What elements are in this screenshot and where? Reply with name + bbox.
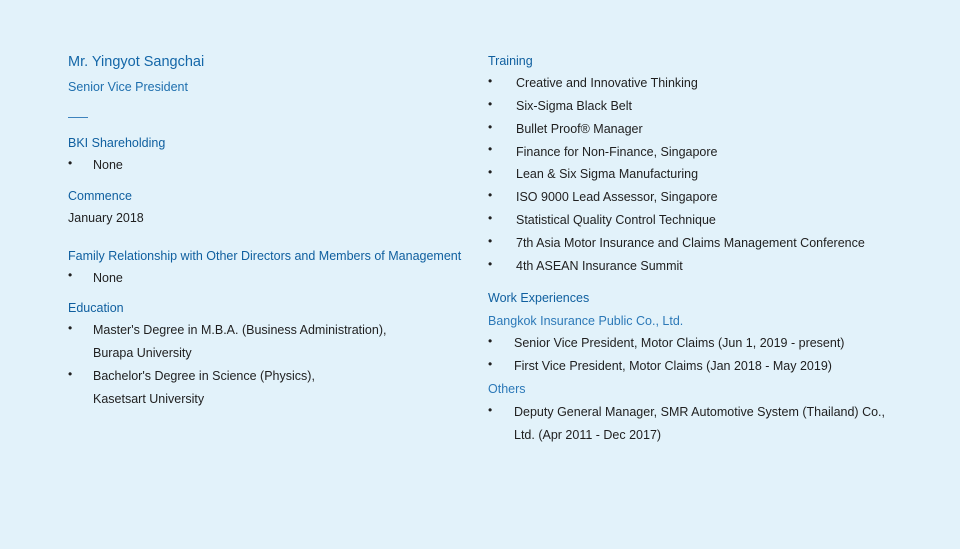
bullet: •: [488, 357, 493, 371]
person-position: Senior Vice President: [68, 80, 188, 94]
training-item: 4th ASEAN Insurance Summit: [516, 259, 683, 273]
bullet: •: [488, 188, 493, 202]
bullet: •: [488, 142, 493, 156]
commence-heading: Commence: [68, 189, 132, 203]
work-item: Senior Vice President, Motor Claims (Jun 1, 2019 - present): [514, 336, 845, 350]
bullet: •: [488, 211, 493, 225]
bullet: •: [488, 234, 493, 248]
education-item-line2: Kasetsart University: [93, 392, 205, 406]
education-item-line2: Burapa University: [93, 346, 192, 360]
bullet: •: [488, 403, 493, 417]
bullet: •: [488, 97, 493, 111]
bullet: •: [488, 334, 493, 348]
bullet: •: [68, 156, 73, 170]
shareholding-item: None: [93, 158, 123, 172]
work-heading: Work Experiences: [488, 291, 590, 305]
work-item: First Vice President, Motor Claims (Jan 2018 - May 2019): [514, 359, 832, 373]
training-item: Statistical Quality Control Technique: [516, 213, 716, 227]
bullet: •: [68, 367, 73, 381]
others-item-line1: Deputy General Manager, SMR Automotive System (Thailand) Co.,: [514, 405, 885, 419]
training-item: Bullet Proof® Manager: [516, 122, 643, 136]
training-heading: Training: [488, 54, 533, 68]
others-heading: Others: [488, 382, 526, 396]
training-item: ISO 9000 Lead Assessor, Singapore: [516, 190, 718, 204]
commence-value: January 2018: [68, 211, 144, 225]
person-name: Mr. Yingyot Sangchai: [68, 54, 205, 70]
family-item: None: [93, 271, 123, 285]
divider: [68, 117, 88, 118]
training-item: Finance for Non-Finance, Singapore: [516, 145, 718, 159]
education-item-line1: Master's Degree in M.B.A. (Business Administration),: [93, 323, 387, 337]
bullet: •: [488, 257, 493, 271]
training-item: 7th Asia Motor Insurance and Claims Management Conference: [516, 236, 865, 250]
others-item-line2: Ltd. (Apr 2011 - Dec 2017): [514, 428, 662, 442]
training-item: Creative and Innovative Thinking: [516, 76, 698, 90]
shareholding-heading: BKI Shareholding: [68, 136, 166, 150]
bullet: •: [68, 268, 73, 282]
bullet: •: [488, 74, 493, 88]
training-item: Six-Sigma Black Belt: [516, 99, 633, 113]
family-heading: Family Relationship with Other Directors and Members of Management: [68, 249, 462, 263]
bullet: •: [488, 165, 493, 179]
education-heading: Education: [68, 301, 124, 315]
bullet: •: [488, 120, 493, 134]
bullet: •: [68, 321, 73, 335]
work-company: Bangkok Insurance Public Co., Ltd.: [488, 314, 684, 328]
training-item: Lean & Six Sigma Manufacturing: [516, 167, 699, 181]
education-item-line1: Bachelor's Degree in Science (Physics),: [93, 369, 315, 383]
